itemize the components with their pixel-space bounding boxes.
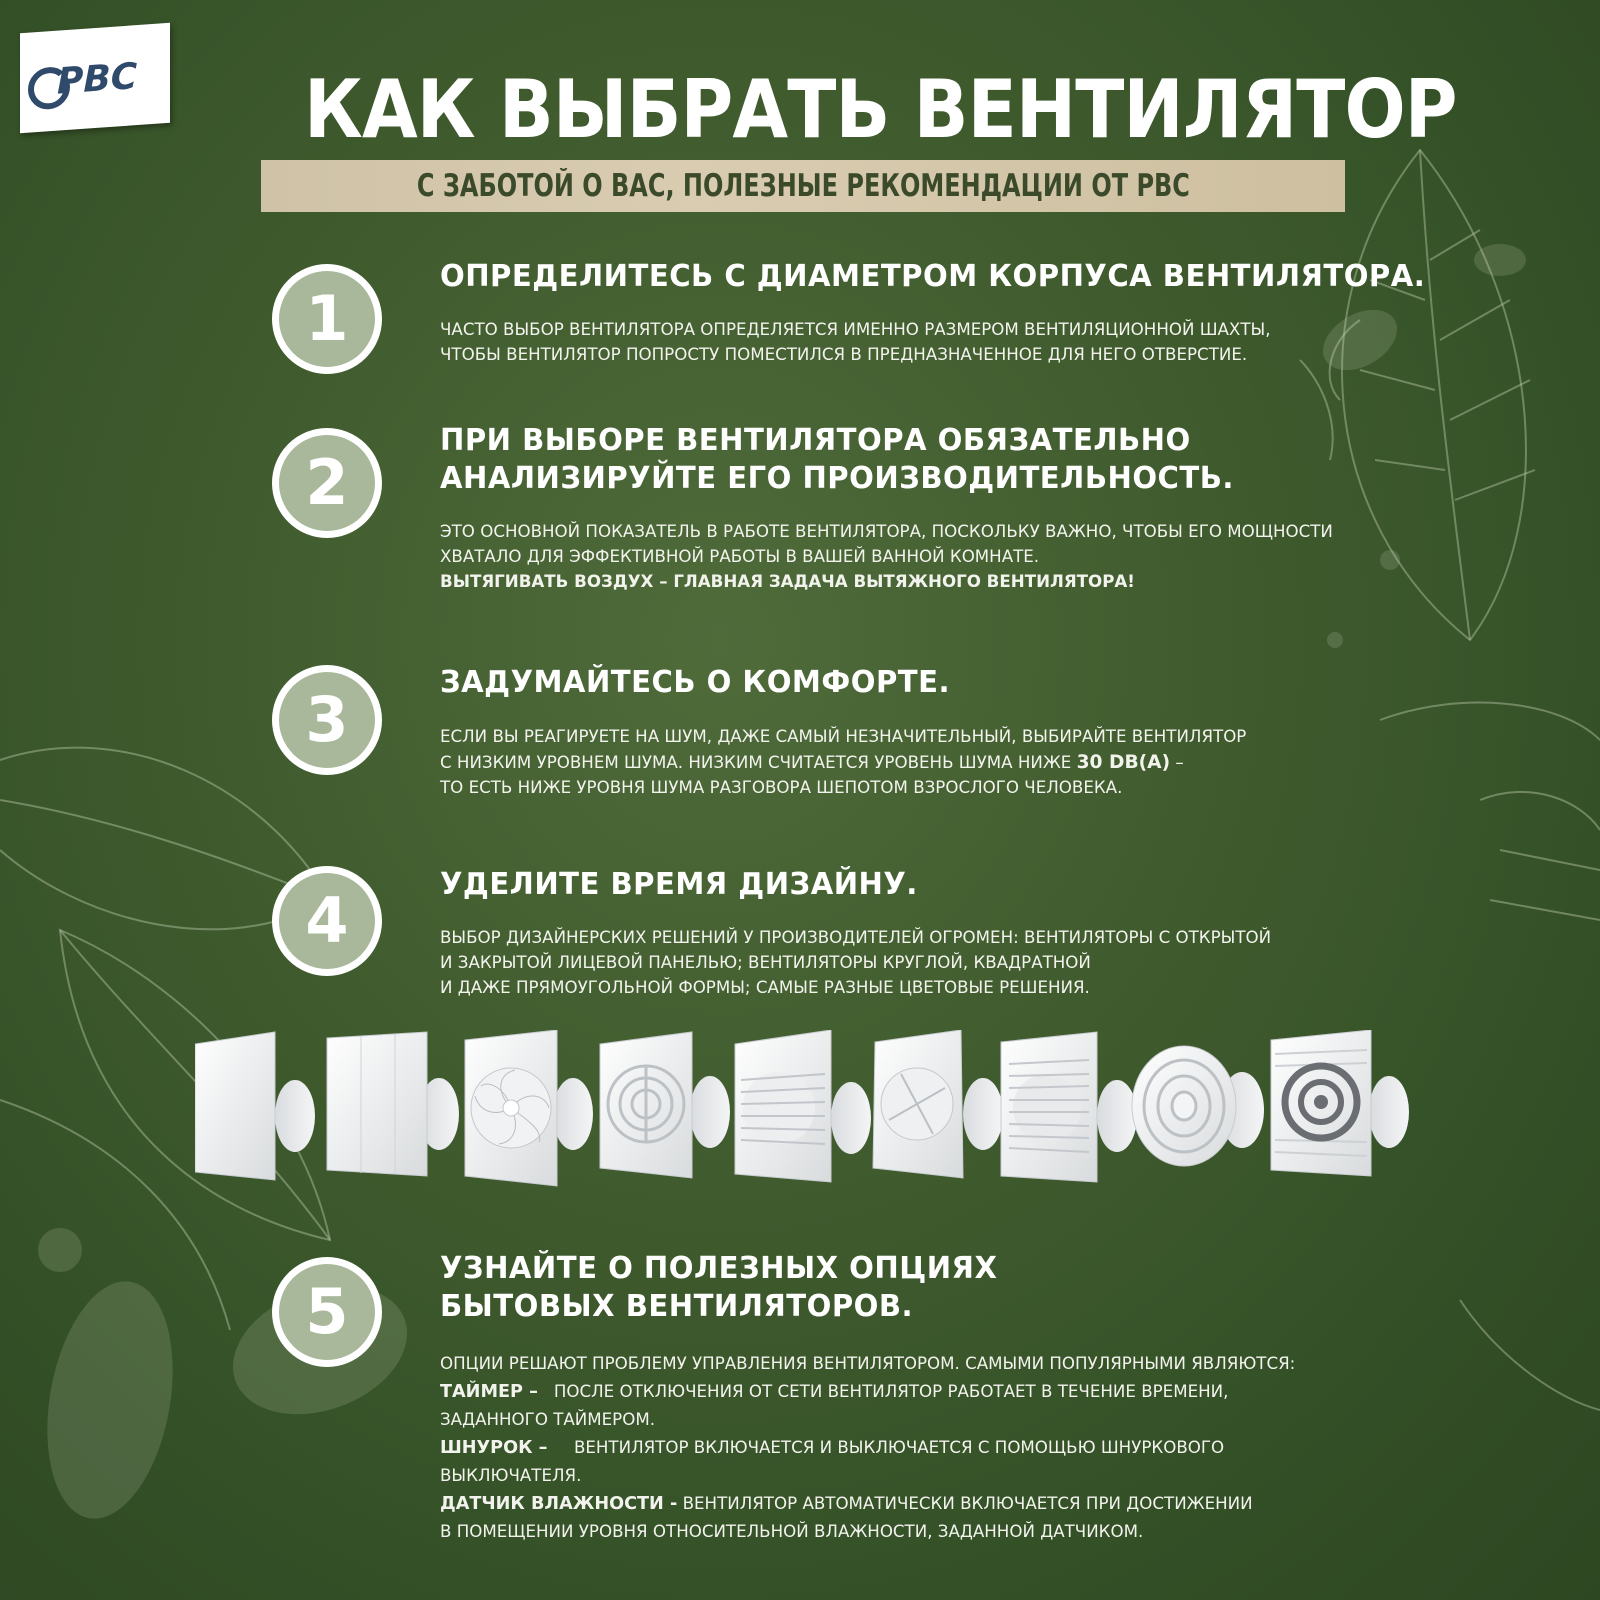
step-2-badge xyxy=(272,428,382,538)
brand-logo xyxy=(20,23,170,133)
fan-grille-dark-rings xyxy=(1271,1030,1409,1176)
step-2-heading xyxy=(440,422,1234,498)
step-number: 3 xyxy=(305,683,349,756)
step-4-badge xyxy=(272,866,382,976)
fan-concentric-rings xyxy=(600,1032,730,1178)
step-1-text xyxy=(440,318,1271,368)
text-segment: С НИЗКИМ УРОВНЕМ ШУМА. НИЗКИМ СЧИТАЕТСЯ УРОВЕНЬ ШУМА НИЖЕ xyxy=(440,753,1077,773)
noise-level-value: 30 DB(A) xyxy=(1076,751,1171,773)
option-cord xyxy=(440,1434,1295,1462)
page-title: КАК ВЫБРАТЬ ВЕНТИЛЯТОР xyxy=(304,63,1457,156)
step-3-text xyxy=(440,725,1246,801)
step-3-badge xyxy=(272,665,382,775)
step-text-line: ТО ЕСТЬ НИЖЕ УРОВНЯ ШУМА РАЗГОВОРА ШЕПОТОМ ВЗРОСЛОГО ЧЕЛОВЕКА. xyxy=(440,778,1123,798)
step-1-badge xyxy=(272,264,382,374)
step-5-badge xyxy=(272,1257,382,1367)
step-text-line: И ДАЖЕ ПРЯМОУГОЛЬНОЙ ФОРМЫ; САМЫЕ РАЗНЫЕ ЦВЕТОВЫЕ РЕШЕНИЯ. xyxy=(440,978,1090,998)
step-heading-line: АНАЛИЗИРУЙТЕ ЕГО ПРОИЗВОДИТЕЛЬНОСТЬ. xyxy=(440,461,1234,496)
option-text: ВЕНТИЛЯТОР АВТОМАТИЧЕСКИ ВКЛЮЧАЕТСЯ ПРИ ДОСТИЖЕНИИ xyxy=(682,1494,1253,1514)
step-heading-line: УЗНАЙТЕ О ПОЛЕЗНЫХ ОПЦИЯХ xyxy=(440,1251,998,1286)
option-text: ВЕНТИЛЯТОР ВКЛЮЧАЕТСЯ И ВЫКЛЮЧАЕТСЯ С ПОМОЩЬЮ ШНУРКОВОГО xyxy=(573,1438,1225,1458)
step-number: 4 xyxy=(305,884,349,957)
fan-striped-panel xyxy=(327,1032,459,1176)
fan-flat-panel xyxy=(195,1032,315,1180)
step-heading-line: УДЕЛИТЕ ВРЕМЯ ДИЗАЙНУ. xyxy=(440,867,918,902)
fan-swirl-blades xyxy=(465,1030,593,1186)
option-name: ДАТЧИК ВЛАЖНОСТИ - xyxy=(440,1493,678,1514)
step-heading-line: ПРИ ВЫБОРЕ ВЕНТИЛЯТОРА ОБЯЗАТЕЛЬНО xyxy=(440,423,1191,458)
option-text-cont: ЗАДАННОГО ТАЙМЕРОМ. xyxy=(440,1410,656,1430)
step-text-line: ВЫБОР ДИЗАЙНЕРСКИХ РЕШЕНИЙ У ПРОИЗВОДИТЕЛЕЙ ОГРОМЕН: ВЕНТИЛЯТОРЫ С ОТКРЫТОЙ xyxy=(440,928,1272,948)
step-text-line: ОПЦИИ РЕШАЮТ ПРОБЛЕМУ УПРАВЛЕНИЯ ВЕНТИЛЯТОРОМ. САМЫМИ ПОПУЛЯРНЫМИ ЯВЛЯЮТСЯ: xyxy=(440,1354,1296,1374)
step-4-heading xyxy=(440,866,918,904)
step-text-line: ЕСЛИ ВЫ РЕАГИРУЕТЕ НА ШУМ, ДАЖЕ САМЫЙ НЕЗНАЧИТЕЛЬНЫЙ, ВЫБИРАЙТЕ ВЕНТИЛЯТОР xyxy=(440,727,1247,747)
step-text-line: ХВАТАЛО ДЛЯ ЭФФЕКТИВНОЙ РАБОТЫ В ВАШЕЙ ВАННОЙ КОМНАТЕ. xyxy=(440,547,1040,567)
step-number: 2 xyxy=(305,446,349,519)
fan-rounded-square xyxy=(873,1030,1003,1178)
option-text-cont: ВЫКЛЮЧАТЕЛЯ. xyxy=(440,1466,582,1486)
step-4-text xyxy=(440,926,1271,1001)
option-text-cont: В ПОМЕЩЕНИИ УРОВНЯ ОТНОСИТЕЛЬНОЙ ВЛАЖНОСТИ, ЗАДАННОЙ ДАТЧИКОМ. xyxy=(440,1522,1144,1542)
subtitle-band xyxy=(261,160,1345,212)
option-name: ШНУРОК – xyxy=(440,1437,548,1458)
step-text-line: ЧАСТО ВЫБОР ВЕНТИЛЯТОРА ОПРЕДЕЛЯЕТСЯ ИМЕННО РАЗМЕРОМ ВЕНТИЛЯЦИОННОЙ ШАХТЫ, xyxy=(440,320,1271,340)
step-number: 1 xyxy=(305,282,349,355)
step-heading-line: ОПРЕДЕЛИТЕСЬ С ДИАМЕТРОМ КОРПУСА ВЕНТИЛЯТОРА. xyxy=(440,259,1426,294)
step-text-line: ЭТО ОСНОВНОЙ ПОКАЗАТЕЛЬ В РАБОТЕ ВЕНТИЛЯТОРА, ПОСКОЛЬКУ ВАЖНО, ЧТОБЫ ЕГО МОЩНОСТИ xyxy=(440,522,1333,542)
option-text: ПОСЛЕ ОТКЛЮЧЕНИЯ ОТ СЕТИ ВЕНТИЛЯТОР РАБОТАЕТ В ТЕЧЕНИЕ ВРЕМЕНИ, xyxy=(553,1382,1229,1402)
fan-louvered-grille xyxy=(1001,1032,1137,1182)
step-text-line: И ЗАКРЫТОЙ ЛИЦЕВОЙ ПАНЕЛЬЮ; ВЕНТИЛЯТОРЫ КРУГЛОЙ, КВАДРАТНОЙ xyxy=(440,953,1091,973)
step-1-heading xyxy=(440,258,1425,296)
step-emphasis-line: ВЫТЯГИВАТЬ ВОЗДУХ – ГЛАВНАЯ ЗАДАЧА ВЫТЯЖНОГО ВЕНТИЛЯТОРА! xyxy=(440,572,1135,592)
step-5-text xyxy=(440,1350,1295,1546)
option-name: ТАЙМЕР – xyxy=(440,1381,538,1402)
step-heading-line: ЗАДУМАЙТЕСЬ О КОМФОРТЕ. xyxy=(440,665,950,700)
step-heading-line: БЫТОВЫХ ВЕНТИЛЯТОРОВ. xyxy=(440,1289,914,1324)
step-5-heading xyxy=(440,1250,997,1326)
page-subtitle: С ЗАБОТОЙ О ВАС, ПОЛЕЗНЫЕ РЕКОМЕНДАЦИИ ОТ РВС xyxy=(416,168,1190,204)
fan-models-row xyxy=(195,1030,1415,1200)
step-text-line xyxy=(440,750,1246,776)
option-humidity-sensor xyxy=(440,1490,1295,1518)
fan-louvered-square xyxy=(735,1030,871,1182)
fan-round-rings xyxy=(1132,1046,1264,1166)
step-2-text xyxy=(440,520,1333,595)
text-segment: – xyxy=(1170,753,1184,773)
option-timer xyxy=(440,1378,1295,1406)
step-number: 5 xyxy=(305,1275,349,1348)
svg-text:РВС: РВС xyxy=(57,56,138,103)
rvs-logo-icon xyxy=(27,38,163,118)
step-3-heading xyxy=(440,664,950,702)
step-text-line: ЧТОБЫ ВЕНТИЛЯТОР ПОПРОСТУ ПОМЕСТИЛСЯ В ПРЕДНАЗНАЧЕННОЕ ДЛЯ НЕГО ОТВЕРСТИЕ. xyxy=(440,345,1248,365)
